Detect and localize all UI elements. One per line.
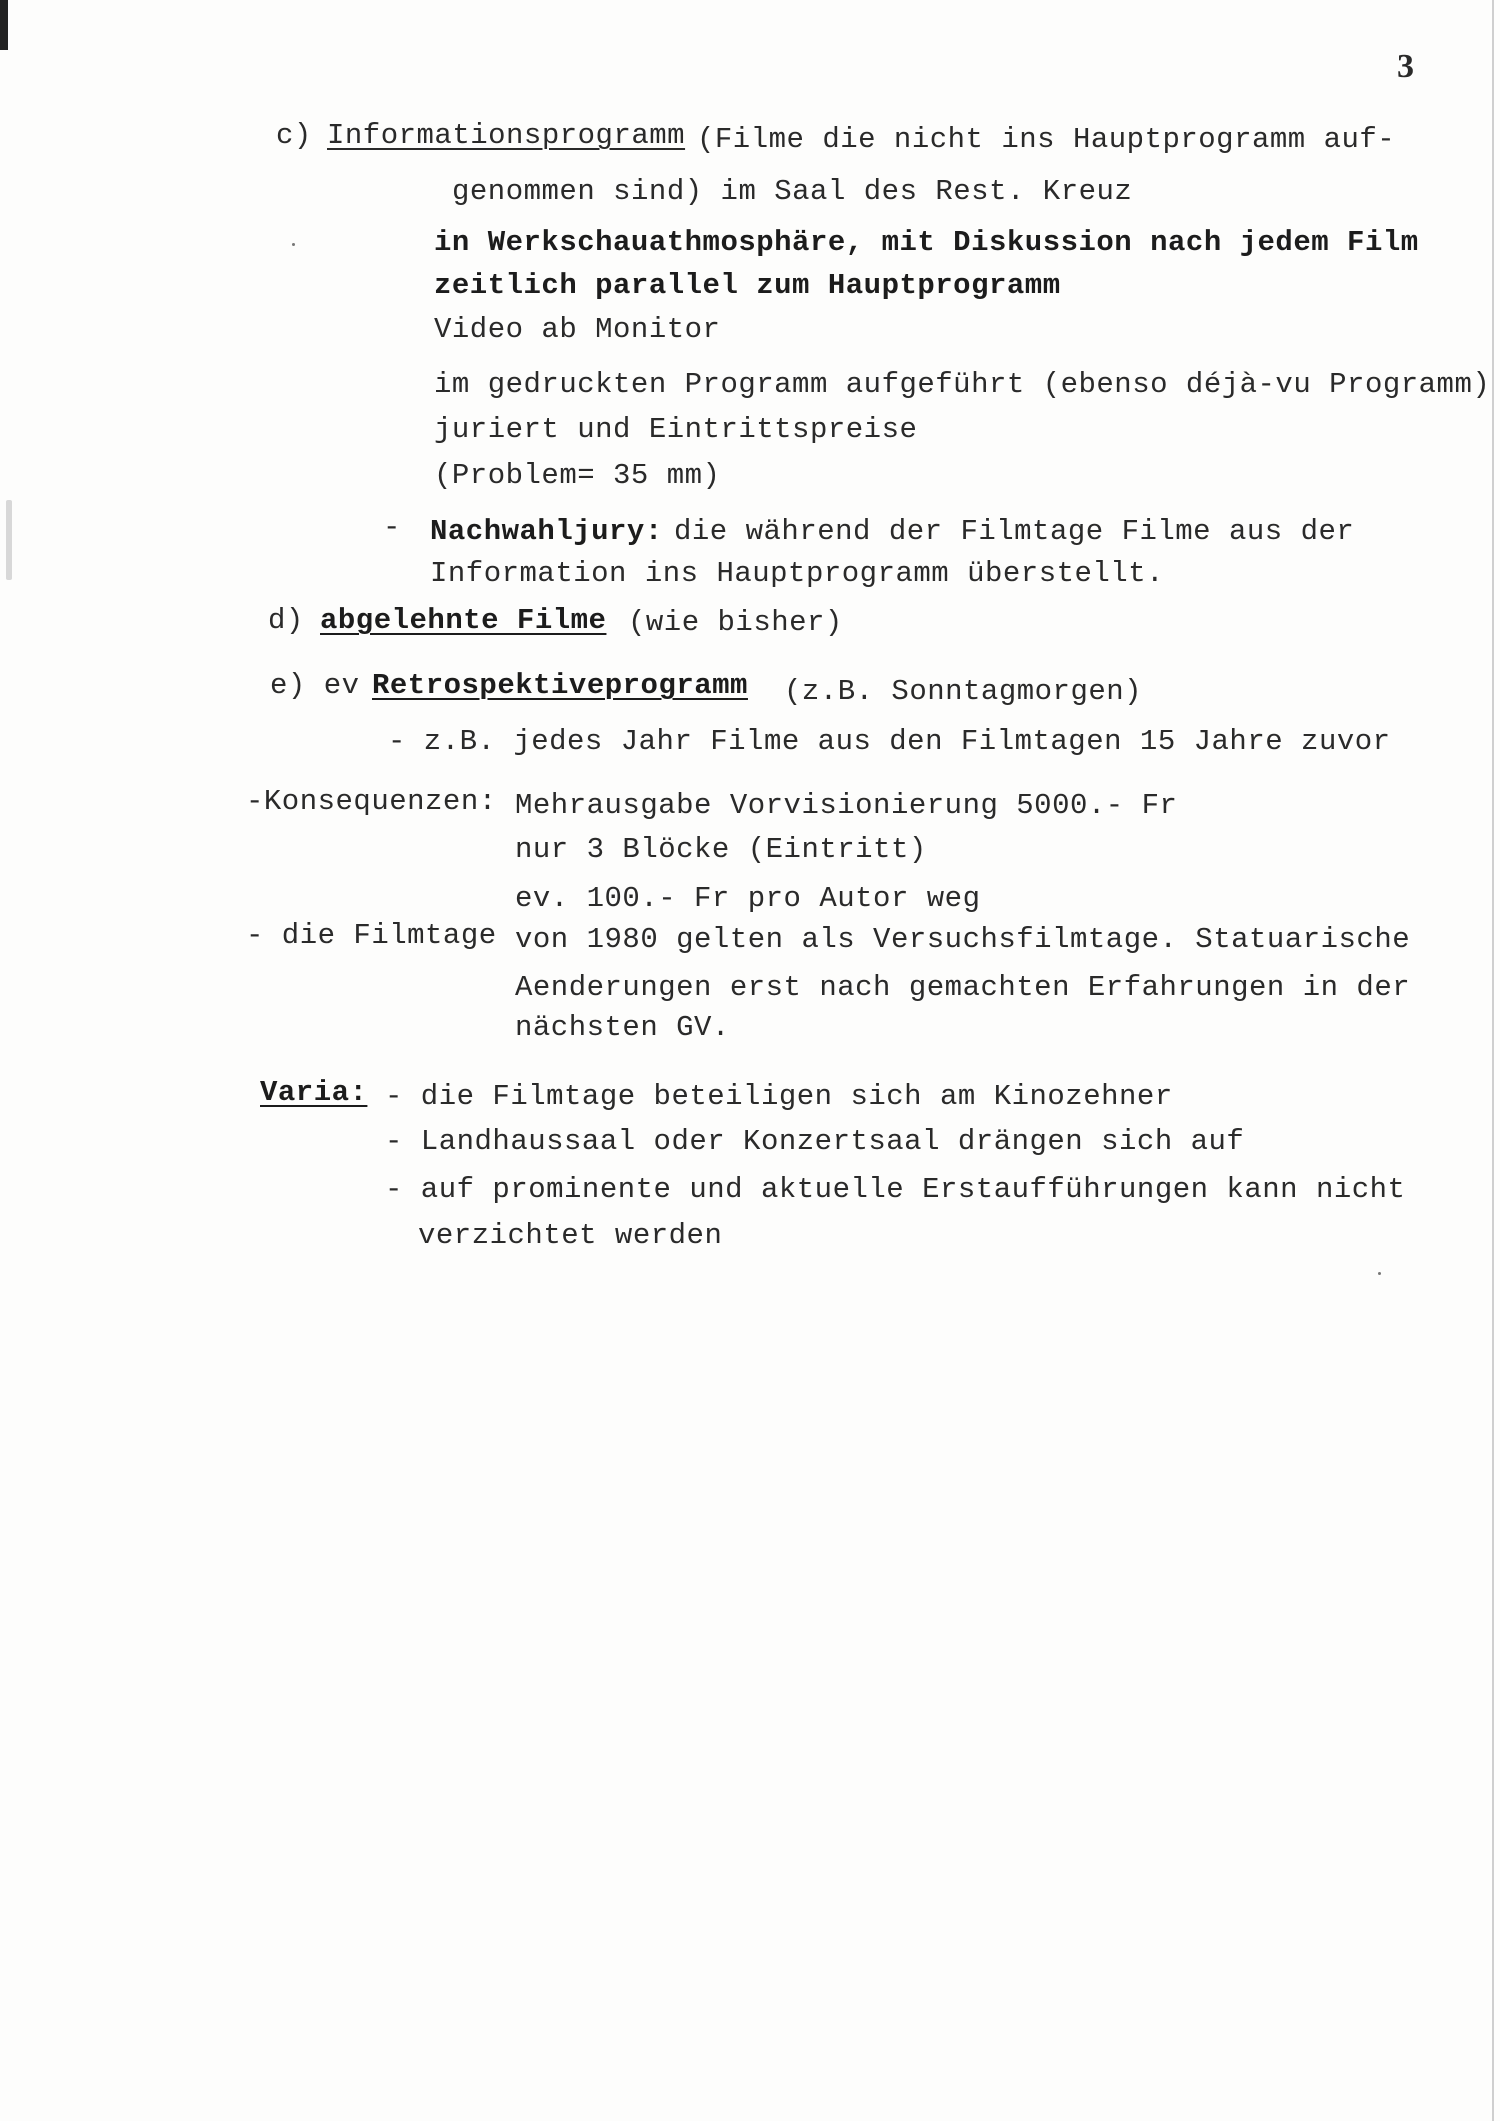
scan-speck (1378, 1272, 1381, 1275)
section-e-rest: (z.B. Sonntagmorgen) (784, 675, 1143, 708)
filmtage-line-3: nächsten GV. (515, 1011, 730, 1044)
varia-item-2: - Landhaussaal oder Konzertsaal drängen sich auf (385, 1125, 1245, 1158)
section-c-line-1: genommen sind) im Saal des Rest. Kreuz (452, 175, 1133, 208)
scan-speck (292, 243, 295, 246)
section-d-title: abgelehnte Filme (320, 604, 607, 637)
section-e-label: e) ev (270, 669, 360, 702)
scan-speck (6, 500, 12, 580)
section-c-title-rest: (Filme die nicht ins Hauptprogramm auf- (697, 123, 1396, 156)
section-e-sub: - z.B. jedes Jahr Filme aus den Filmtagen 15 Jahre zuvor (388, 725, 1391, 758)
nachwahljury-text: die während der Filmtage Filme aus der (674, 515, 1355, 548)
konsequenzen-line-3: ev. 100.- Fr pro Autor weg (515, 882, 981, 915)
page-number: 3 (1397, 48, 1414, 85)
bullet-dash: - (383, 511, 401, 544)
section-d-label: d) (268, 604, 304, 637)
varia-item-3: - auf prominente und aktuelle Erstaufführungen kann nicht (385, 1173, 1406, 1206)
nachwahljury-line-2: Information ins Hauptprogramm überstellt. (430, 557, 1165, 590)
section-c-line-7: (Problem= 35 mm) (434, 459, 721, 492)
section-c-line-5: im gedruckten Programm aufgeführt (ebenso déjà-vu Programm) (434, 368, 1491, 401)
varia-last-line: verzichtet werden (418, 1219, 723, 1252)
varia-item-1: - die Filmtage beteiligen sich am Kinozehner (385, 1080, 1173, 1113)
section-c-line-3: zeitlich parallel zum Hauptprogramm (434, 269, 1061, 302)
filmtage-line-2: Aenderungen erst nach gemachten Erfahrungen in der (515, 971, 1411, 1004)
page-edge-line (1492, 0, 1494, 2121)
section-d-rest: (wie bisher) (628, 606, 843, 639)
section-c-title: Informationsprogramm (327, 119, 686, 152)
konsequenzen-line-1: Mehrausgabe Vorvisionierung 5000.- Fr (515, 789, 1178, 822)
scan-edge-mark (0, 0, 8, 50)
section-e-title: Retrospektiveprogramm (372, 669, 748, 702)
nachwahljury-term: Nachwahljury: (430, 515, 663, 548)
varia-label: Varia: (260, 1076, 368, 1109)
section-c-line-2: in Werkschauathmosphäre, mit Diskussion nach jedem Film (434, 226, 1419, 259)
konsequenzen-line-2: nur 3 Blöcke (Eintritt) (515, 833, 927, 866)
section-c-line-4: Video ab Monitor (434, 313, 721, 346)
konsequenzen-label: -Konsequenzen: (246, 785, 497, 818)
section-c-label: c) (276, 119, 312, 152)
filmtage-label: - die Filmtage (246, 919, 497, 952)
section-c-line-6: juriert und Eintrittspreise (434, 413, 918, 446)
filmtage-line-1: von 1980 gelten als Versuchsfilmtage. Statuarische (515, 923, 1411, 956)
